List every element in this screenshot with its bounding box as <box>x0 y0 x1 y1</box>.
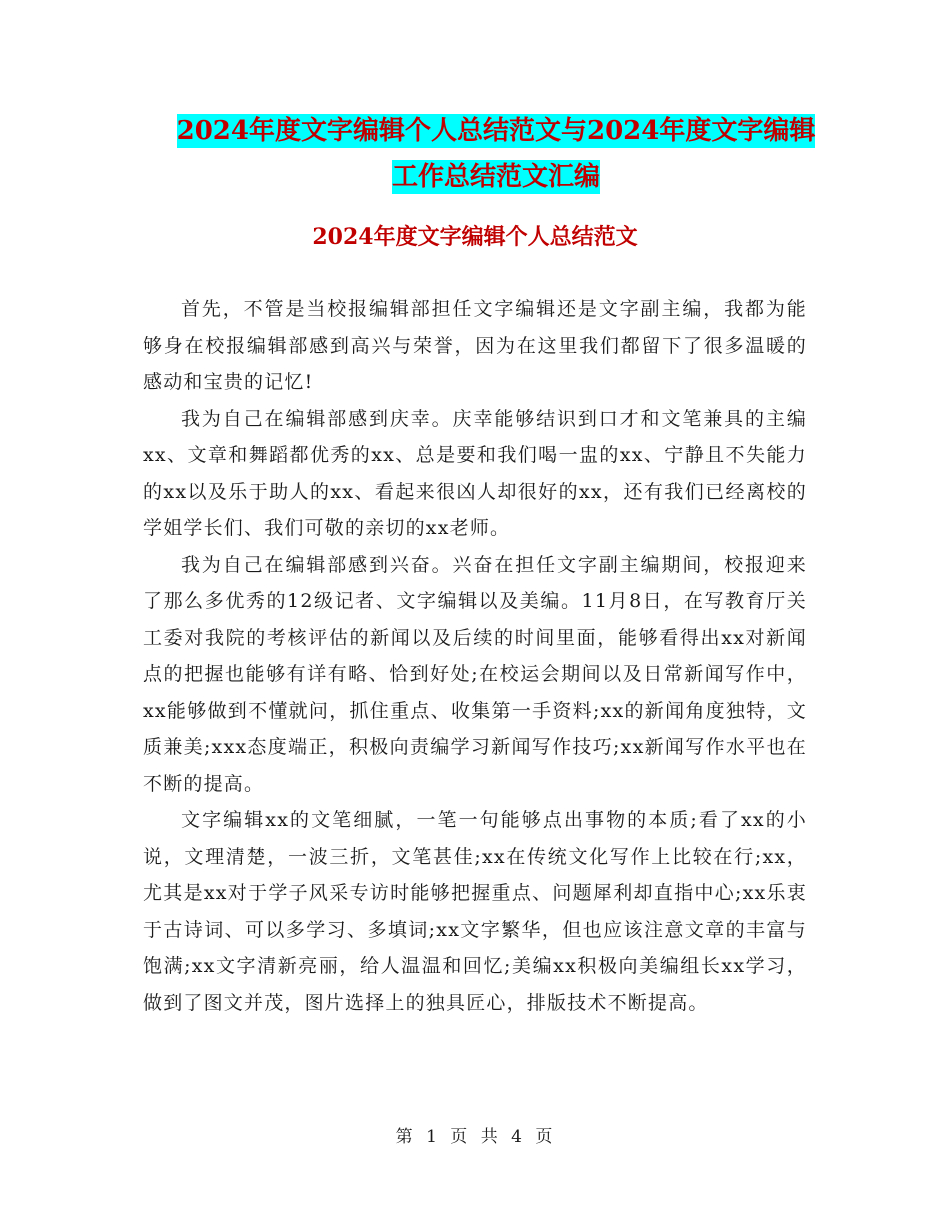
footer-current-page: 1 <box>426 1127 439 1147</box>
paragraph-2: 我为自己在编辑部感到庆幸。庆幸能够结识到口才和文笔兼具的主编xx、文章和舞蹈都优秀的xx、总是要和我们喝一盅的xx、宁静且不失能力的xx以及乐于助人的xx、看起来很凶人却很好的xx，还有我们已经离校的学姐学长们、我们可敬的亲切的xx老师。 <box>143 407 807 539</box>
footer-label-gong: 共 <box>480 1127 500 1147</box>
footer-total-pages: 4 <box>511 1127 524 1147</box>
paragraph-3: 我为自己在编辑部感到兴奋。兴奋在担任文字副主编期间，校报迎来了那么多优秀的12级记者、文字编辑以及美编。11月8日，在写教育厅关工委对我院的考核评估的新闻以及后续的时间里面，能够看得出xx对新闻点的把握也能够有详有略、恰到好处;在校运会期间以及日常新闻写作中，xx能够做到不懂就问，抓住重点、收集第一手资料;xx的新闻角度独特，文质兼美;xxx态度端正，积极向责编学习新闻写作技巧;xx新闻写作水平也在不断的提高。 <box>143 553 807 795</box>
page-footer <box>0 1125 950 1149</box>
footer-label-ye: 页 <box>450 1127 470 1147</box>
document-body <box>143 291 807 1021</box>
section-heading: 2024年度文字编辑个人总结范文 <box>312 224 638 250</box>
document-title-line-1: 2024年度文字编辑个人总结范文与2024年度文字编辑 <box>176 116 816 146</box>
footer-label-di: 第 <box>395 1127 415 1147</box>
paragraph-1: 首先，不管是当校报编辑部担任文字编辑还是文字副主编，我都为能够身在校报编辑部感到高兴与荣誉，因为在这里我们都留下了很多温暖的感动和宝贵的记忆! <box>143 298 807 393</box>
document-title <box>140 108 852 200</box>
paragraph-4: 文字编辑xx的文笔细腻，一笔一句能够点出事物的本质;看了xx的小说，文理清楚，一波三折，文笔甚佳;xx在传统文化写作上比较在行;xx，尤其是xx对于学子风采专访时能够把握重点、问题犀利却直指中心;xx乐衷于古诗词、可以多学习、多填词;xx文字繁华，但也应该注意文章的丰富与饱满;xx文字清新亮丽，给人温温和回忆;美编xx积极向美编组长xx学习，做到了图文并茂，图片选择上的独具匠心，排版技术不断提高。 <box>143 809 807 1014</box>
document-title-line-2: 工作总结范文汇编 <box>391 162 600 192</box>
footer-label-ye-2: 页 <box>535 1127 555 1147</box>
